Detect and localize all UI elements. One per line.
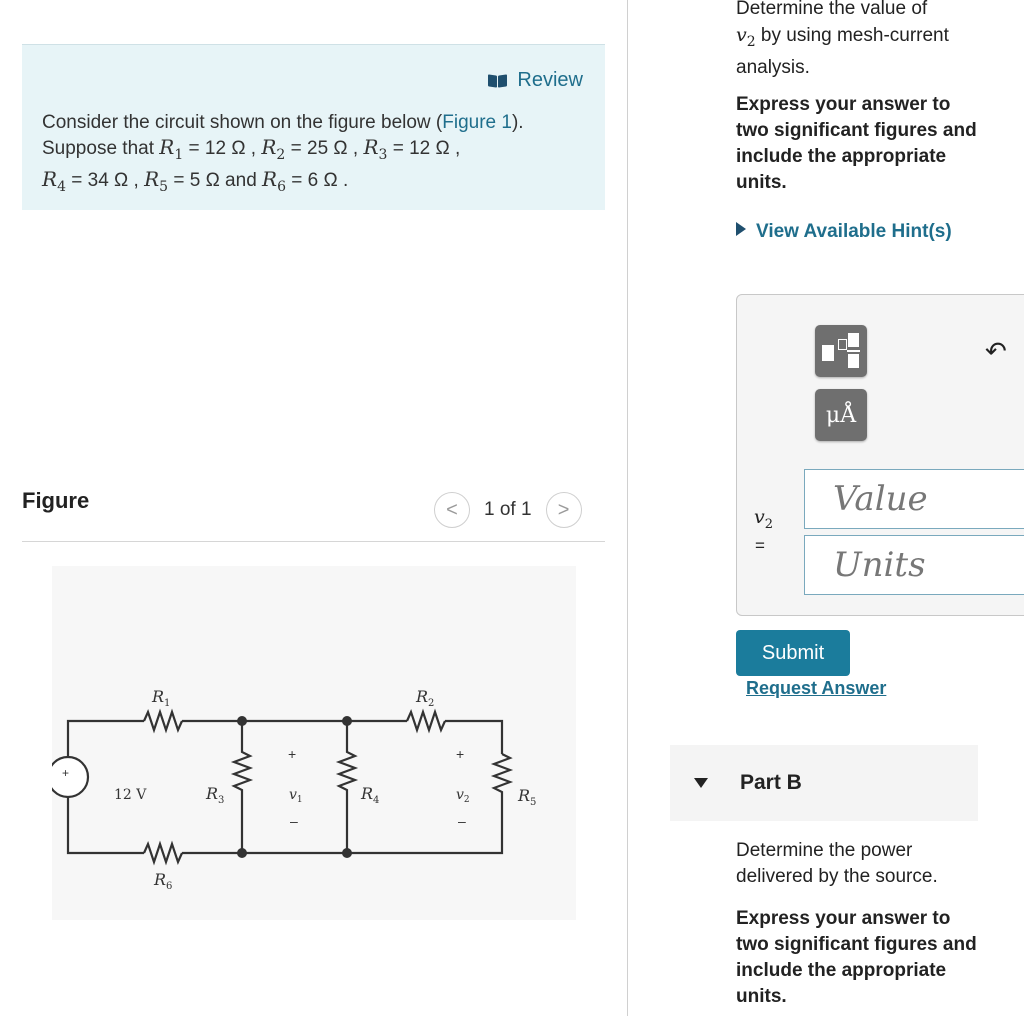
r1-value: = 12 Ω , bbox=[183, 138, 262, 159]
book-icon bbox=[487, 73, 509, 89]
resistor-r2 bbox=[407, 712, 445, 730]
request-answer-link[interactable]: Request Answer bbox=[746, 678, 887, 698]
figure-heading: Figure bbox=[22, 488, 90, 513]
value-input[interactable] bbox=[804, 469, 1024, 529]
r2-value: = 25 Ω , bbox=[285, 138, 364, 159]
resistor-r3 bbox=[234, 721, 250, 853]
suppose-text: Suppose that bbox=[42, 138, 160, 159]
figure-pager bbox=[434, 492, 582, 528]
caret-down-icon bbox=[694, 778, 708, 788]
r6-symbol: $R_6$ bbox=[262, 167, 287, 195]
part-a-instruction: Express your answer to two significant figures and include the appropriate units. bbox=[736, 94, 977, 193]
label-v2: $v_2$ bbox=[456, 787, 470, 805]
v1-plus: + bbox=[288, 746, 297, 762]
r3-value: = 12 Ω , bbox=[387, 138, 461, 159]
units-input[interactable] bbox=[804, 535, 1024, 595]
resistor-r6 bbox=[144, 844, 182, 862]
label-r4: $R_4$ bbox=[361, 784, 380, 806]
v2-plus: + bbox=[456, 746, 465, 762]
node-top-r4 bbox=[342, 716, 352, 726]
label-v1: $v_1$ bbox=[289, 787, 303, 805]
chevron-left-icon: < bbox=[446, 498, 458, 521]
problem-text bbox=[42, 111, 602, 199]
label-r6: $R_6$ bbox=[154, 870, 173, 892]
part-b-label: Part B bbox=[740, 771, 802, 794]
r2-symbol: $R_2$ bbox=[261, 135, 286, 163]
answer-variable: $v_2$ bbox=[754, 506, 774, 532]
r4-symbol: $R_4$ bbox=[42, 167, 66, 195]
top-wire-left bbox=[68, 721, 144, 757]
r5-symbol: $R_5$ bbox=[144, 167, 169, 195]
label-r3: $R_3$ bbox=[206, 784, 225, 806]
figure-link[interactable]: Figure 1 bbox=[442, 112, 512, 133]
v1-minus: – bbox=[290, 813, 298, 829]
units-button[interactable]: μÅ bbox=[815, 389, 867, 441]
circuit-diagram bbox=[52, 566, 576, 920]
r4-value: = 34 Ω , bbox=[65, 170, 145, 191]
review-link[interactable] bbox=[487, 69, 583, 92]
voltage-source bbox=[52, 757, 88, 797]
r6-value: = 6 Ω . bbox=[286, 170, 349, 191]
bottom-wire-left bbox=[68, 797, 144, 853]
figure-page-indicator: 1 of 1 bbox=[484, 499, 532, 520]
node-top-r3 bbox=[237, 716, 247, 726]
resistor-r5 bbox=[494, 754, 510, 814]
v2-minus: – bbox=[458, 813, 466, 829]
top-wire-right bbox=[445, 721, 502, 754]
equals-sign: = bbox=[755, 536, 765, 555]
node-bottom-r3 bbox=[237, 848, 247, 858]
node-bottom-r4 bbox=[342, 848, 352, 858]
caret-right-icon bbox=[736, 222, 746, 236]
submit-button[interactable]: Submit bbox=[736, 630, 850, 676]
review-label: Review bbox=[517, 69, 583, 91]
r1-symbol: $R_1$ bbox=[159, 135, 184, 163]
label-source: 12 V bbox=[114, 787, 147, 803]
part-b-prompt: Determine the power delivered by the source. bbox=[736, 840, 938, 887]
part-b-header[interactable] bbox=[670, 745, 978, 821]
undo-icon[interactable]: ↶ bbox=[985, 336, 1007, 366]
view-hints-link[interactable]: View Available Hint(s) bbox=[736, 219, 986, 245]
label-r5: $R_5$ bbox=[518, 786, 537, 808]
chevron-right-icon: > bbox=[557, 498, 570, 521]
r3-symbol: $R_3$ bbox=[363, 135, 388, 163]
problem-intro: Consider the circuit shown on the figure below ( bbox=[42, 112, 443, 133]
source-plus: + bbox=[62, 766, 70, 780]
fraction-template-icon bbox=[820, 333, 862, 369]
prev-figure-button[interactable] bbox=[434, 492, 470, 528]
label-r1: $R_1$ bbox=[152, 687, 171, 709]
part-b-instruction: Express your answer to two significant figures and include the appropriate units. bbox=[736, 908, 977, 1007]
divider bbox=[22, 541, 605, 542]
problem-intro-end: ). bbox=[511, 112, 524, 133]
bottom-wire-right bbox=[182, 814, 502, 853]
label-r2: $R_2$ bbox=[416, 687, 435, 709]
resistor-r1 bbox=[144, 712, 182, 730]
problem-statement-panel bbox=[22, 44, 605, 210]
fraction-template-button[interactable] bbox=[815, 325, 867, 377]
part-a-prompt: Determine the value of $v_2$ by using mesh-current analysis. bbox=[736, 0, 949, 78]
r5-value: = 5 Ω and bbox=[168, 170, 263, 191]
next-figure-button[interactable] bbox=[546, 492, 582, 528]
resistor-r4 bbox=[339, 721, 355, 853]
